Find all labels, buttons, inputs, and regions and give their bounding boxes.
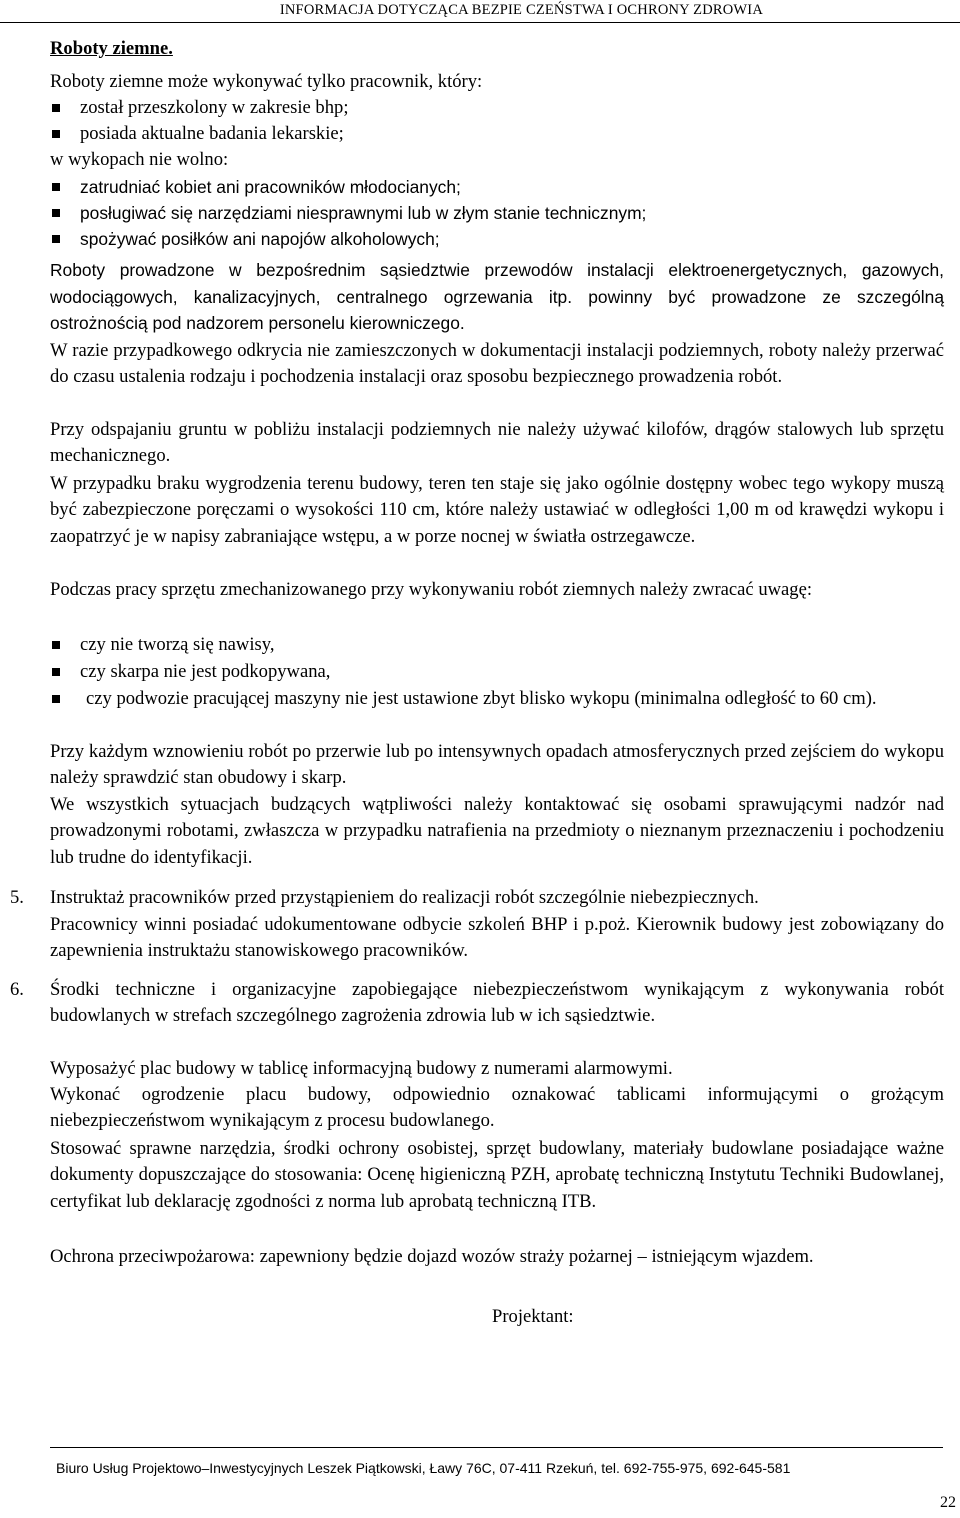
footer-divider [50,1447,943,1448]
page-header [0,0,960,26]
square-bullet-icon [52,209,60,217]
square-bullet-icon [52,668,60,676]
paragraph-resume: Przy każdym wznowieniu robót po przerwie lub po intensywnych opadach atmosferycznych przed zejściem do wykopu należy sprawdzić stan obudowy i skarp. [50,741,944,789]
paragraph-utilities: Roboty prowadzone w bezpośrednim sąsiedztwie przewodów instalacji elektroenergetycznych, gazowych, wodociągowych, kanalizacyjnych, centralnego ogrzewania itp. powinny być prowadzone ze szczególną ostrożnością pod nadzorem personelu kierowniczego. [50,260,944,333]
paragraph-mechanized: Podczas pracy sprzętu zmechanizowanego przy wykonywaniu robót ziemnych należy zwracać uwagę: [50,579,813,600]
paragraph-doubts: We wszystkich sytuacjach budzących wątpliwości należy kontaktować się osobami sprawującymi nadzór nad prowadzonymi robotami, zwłaszcza w przypadku natrafienia na przedmioty o nieznanym przeznaczeniu i pochodzeniu lub trudne do identyfikacji. [50,794,944,868]
item-number: 5. [10,887,24,908]
item-title: Instruktaż pracowników przed przystąpieniem do realizacji robót szczególnie niebezpiecznych. [50,887,759,908]
item-number: 6. [10,979,24,1000]
page-number: 22 [940,1494,956,1511]
header-title: INFORMACJA DOTYCZĄCA BEZPIE CZEŃSTWA I OCHRONY ZDROWIA [279,2,763,18]
item-paragraph: Ochrona przeciwpożarowa: zapewniony będzie dojazd wozów straży pożarnej – istniejącym wjazdem. [50,1246,814,1267]
signature-label: Projektant: [492,1306,574,1327]
square-bullet-icon [52,641,60,649]
item-paragraph: Stosować sprawne narzędzia, środki ochrony osobistej, sprzęt budowlany, materiały budowlane posiadające ważne dokumenty dopuszczające do stosowania: Ocenę higieniczną PZH, aprobatę techniczną Instytutu Techniki Budowlanej, certyfikat lub deklarację zgodności z norma lub aprobatą techniczną ITB. [50,1138,944,1212]
list-item: czy podwozie pracującej maszyny nie jest ustawione zbyt blisko wykopu (minimalna odległość to 60 cm). [50,686,944,739]
prohibited-intro: w wykopach nie wolno: [50,149,229,170]
footer-text: Biuro Usług Projektowo–Inwestycyjnych Leszek Piątkowski, Ławy 76C, 07-411 Rzekuń, tel. 692-755-975, 692-645-581 [56,1460,791,1476]
item-title: Środki techniczne i organizacyjne zapobiegające niebezpieczeństwom wynikającym z wykonywania robót budowlanych w strefach szczególnego zagrożenia zdrowia lub w ich sąsiedztwie. [50,979,944,1027]
paragraph-discovery: W razie przypadkowego odkrycia nie zamieszczonych w dokumentacji instalacji podziemnych, roboty należy przerwać do czasu ustalenia rodzaju i pochodzenia instalacji oraz sposobu bezpiecznego prowadzenia robót. [50,340,944,388]
item-paragraph: Wykonać ogrodzenie placu budowy, odpowiednio oznakować tablicami informującymi o grożącym niebezpieczeństwom wynikającym z procesu budowlanego. [50,1084,944,1132]
item-paragraph: Wyposażyć plac budowy w tablicę informacyjną budowy z numerami alarmowymi. [50,1058,673,1079]
section-intro: Roboty ziemne może wykonywać tylko pracownik, który: [50,71,483,92]
paragraph-fencing: W przypadku braku wygrodzenia terenu budowy, teren ten staje się jako ogólnie dostępny wobec tego wykopy muszą być zabezpieczone poręczami o wysokości 110 cm, które należy ustawiać w odległości 1,00 m od krawędzi wykopu i zaopatrzyć je w napisy zabraniające wstępu, a w porze nocnej w światła ostrzegawcze. [50,473,944,547]
square-bullet-icon [52,695,60,703]
paragraph-tools: Przy odspajaniu gruntu w pobliżu instalacji podziemnych nie należy używać kilofów, drągów stalowych lub sprzętu mechanicznego. [50,419,944,467]
square-bullet-icon [52,183,60,191]
square-bullet-icon [52,235,60,243]
square-bullet-icon [52,130,60,138]
item-text: Pracownicy winni posiadać udokumentowane odbycie szkoleń BHP i p.poż. Kierownik budowy jest zobowiązany do zapewnienia instruktażu stanowiskowego pracowników. [50,914,944,962]
square-bullet-icon [52,104,60,112]
header-divider [0,22,960,23]
section-title: Roboty ziemne. [50,38,173,59]
